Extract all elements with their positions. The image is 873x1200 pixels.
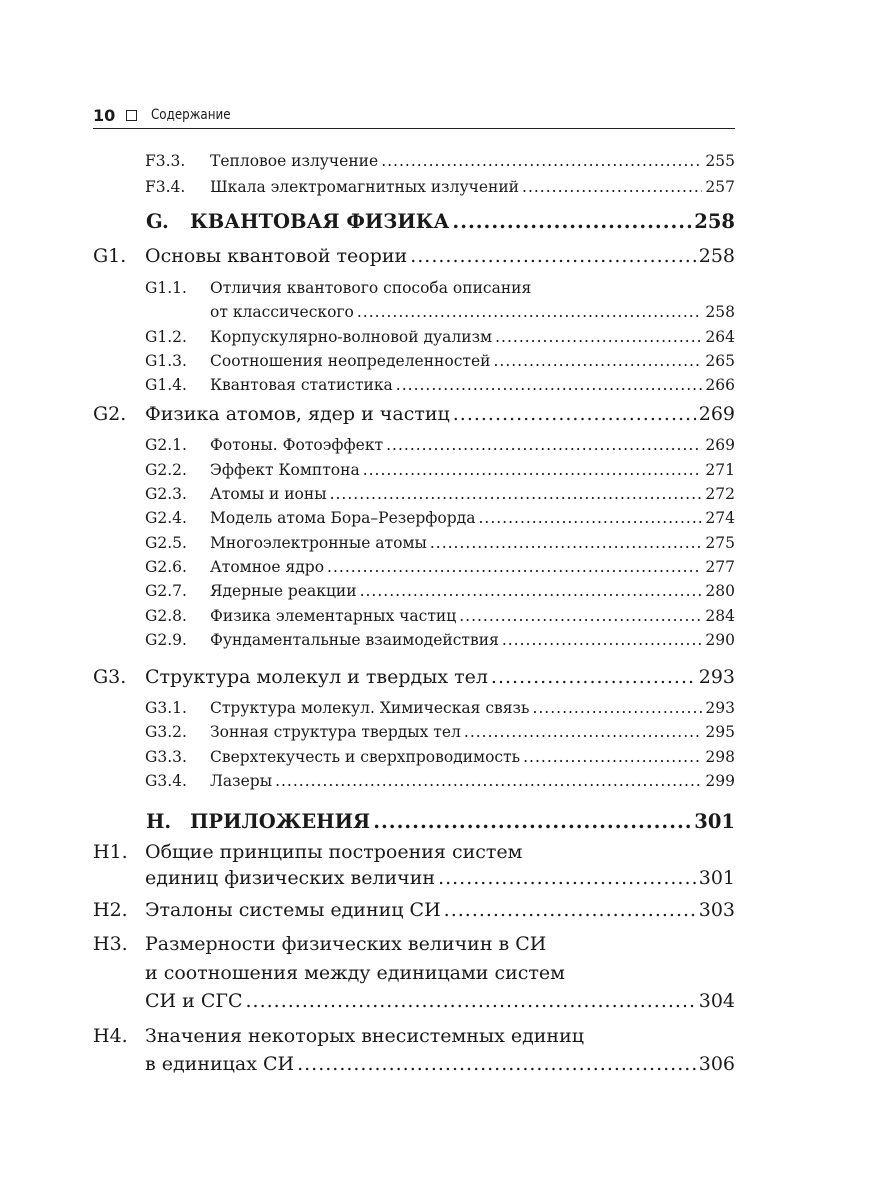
entry-number: G2.4. bbox=[145, 509, 187, 527]
dot-leader bbox=[246, 990, 696, 1012]
entry-page: 290 bbox=[705, 631, 735, 649]
dot-leader bbox=[357, 303, 703, 321]
entry-title: Эталоны системы единиц СИ bbox=[145, 899, 441, 921]
entry-title: Атомное ядро bbox=[210, 558, 325, 576]
entry-number: G3.3. bbox=[145, 748, 187, 766]
entry-page: 272 bbox=[705, 485, 735, 503]
dot-leader bbox=[386, 436, 702, 454]
entry-number: G3.2. bbox=[145, 723, 187, 741]
toc-entry-h2 bbox=[93, 899, 735, 921]
dot-leader bbox=[495, 328, 702, 346]
entry-title: от классического bbox=[210, 303, 354, 321]
entry-number: G1.1. bbox=[145, 279, 187, 297]
entry-page: 258 bbox=[698, 245, 735, 267]
entry-page: 284 bbox=[705, 607, 735, 625]
entry-title: Физика атомов, ядер и частиц bbox=[145, 403, 450, 425]
entry-page: 295 bbox=[705, 723, 735, 741]
toc-entry-g bbox=[146, 210, 735, 233]
entry-title: Ядерные реакции bbox=[210, 582, 357, 600]
entry-page: 280 bbox=[705, 582, 735, 600]
toc-entry-h3 bbox=[93, 933, 546, 955]
entry-number: G2.3. bbox=[145, 485, 187, 503]
entry-page: 274 bbox=[705, 509, 735, 527]
entry-title: Основы квантовой теории bbox=[145, 245, 408, 267]
toc-entry-g2-5 bbox=[145, 534, 735, 552]
toc-entry-g1-1 bbox=[145, 279, 531, 297]
toc-entry-g3-2 bbox=[145, 723, 735, 741]
entry-title: Сверхтекучесть и сверхпроводимость bbox=[210, 748, 521, 766]
entry-number: G1.2. bbox=[145, 328, 187, 346]
entry-title: ПРИЛОЖЕНИЯ bbox=[190, 810, 371, 833]
toc-entry-g1 bbox=[93, 245, 735, 267]
entry-title: Фундаментальные взаимодействия bbox=[210, 631, 499, 649]
dot-leader bbox=[330, 485, 703, 503]
entry-number: G3.1. bbox=[145, 699, 187, 717]
dot-leader bbox=[464, 723, 703, 741]
entry-page: 301 bbox=[698, 867, 735, 889]
entry-number: G1.3. bbox=[145, 352, 187, 370]
dot-leader bbox=[410, 245, 696, 267]
dot-leader bbox=[396, 376, 703, 394]
toc-entry-g2-6 bbox=[145, 558, 735, 576]
entry-title: Значения некоторых внесистемных единиц bbox=[145, 1025, 584, 1047]
entry-page: 301 bbox=[694, 810, 735, 833]
toc-entry-h bbox=[146, 810, 735, 833]
entry-number: H. bbox=[146, 810, 172, 833]
dot-leader bbox=[360, 582, 703, 600]
entry-page: 306 bbox=[698, 1053, 735, 1075]
entry-number: G2.2. bbox=[145, 461, 187, 479]
entry-page: 299 bbox=[705, 772, 735, 790]
entry-number: H3. bbox=[93, 933, 128, 955]
toc-entry-f3-4 bbox=[145, 178, 735, 196]
entry-title: Корпускулярно-волновой дуализм bbox=[210, 328, 493, 346]
entry-page: 266 bbox=[705, 376, 735, 394]
dot-leader bbox=[438, 867, 696, 889]
toc-entry-h3 bbox=[93, 990, 735, 1012]
entry-title: Размерности физических величин в СИ bbox=[145, 933, 547, 955]
entry-number: H1. bbox=[93, 841, 128, 863]
page-number: 10 bbox=[93, 106, 116, 125]
entry-title: Структура молекул. Химическая связь bbox=[210, 699, 530, 717]
square-bullet-icon bbox=[126, 110, 137, 121]
entry-title: Соотношения неопределенностей bbox=[210, 352, 491, 370]
entry-title: Шкала электромагнитных излучений bbox=[210, 178, 520, 196]
entry-page: 271 bbox=[705, 461, 735, 479]
entry-number: G2.1. bbox=[145, 436, 187, 454]
entry-title: в единицах СИ bbox=[145, 1053, 295, 1075]
toc-entry-h3 bbox=[93, 962, 565, 984]
entry-title: Атомы и ионы bbox=[210, 485, 327, 503]
entry-number: G3.4. bbox=[145, 772, 187, 790]
entry-number: G1. bbox=[93, 245, 127, 267]
entry-number: H4. bbox=[93, 1025, 128, 1047]
toc-entry-g1-4 bbox=[145, 376, 735, 394]
entry-title: Квантовая статистика bbox=[210, 376, 393, 394]
toc-entry-g3-4 bbox=[145, 772, 735, 790]
entry-title: и соотношения между единицами систем bbox=[145, 962, 565, 984]
entry-page: 258 bbox=[705, 303, 735, 321]
entry-number: G2.5. bbox=[145, 534, 187, 552]
entry-title: Эффект Комптона bbox=[210, 461, 360, 479]
entry-page: 264 bbox=[705, 328, 735, 346]
entry-number: G2.9. bbox=[145, 631, 187, 649]
toc-entry-g2-3 bbox=[145, 485, 735, 503]
entry-title: единиц физических величин bbox=[145, 867, 436, 889]
entry-number: G2.8. bbox=[145, 607, 187, 625]
toc-entry-g2-2 bbox=[145, 461, 735, 479]
dot-leader bbox=[430, 534, 703, 552]
toc-entry-g1-1 bbox=[145, 303, 735, 321]
entry-title: Модель атома Бора–Резерфорда bbox=[210, 509, 476, 527]
entry-number: G3. bbox=[93, 666, 127, 688]
entry-page: 257 bbox=[705, 178, 735, 196]
toc-entry-g3-3 bbox=[145, 748, 735, 766]
entry-title: СИ и СГС bbox=[145, 990, 243, 1012]
toc-entry-h4 bbox=[93, 1053, 735, 1075]
dot-leader bbox=[523, 748, 702, 766]
toc-entry-g2 bbox=[93, 403, 735, 425]
dot-leader bbox=[444, 899, 696, 921]
entry-page: 255 bbox=[705, 152, 735, 170]
dot-leader bbox=[381, 152, 702, 170]
toc-entry-f3-3 bbox=[145, 152, 735, 170]
entry-title: Фотоны. Фотоэффект bbox=[210, 436, 384, 454]
entry-page: 293 bbox=[705, 699, 735, 717]
entry-page: 275 bbox=[705, 534, 735, 552]
entry-title: Многоэлектронные атомы bbox=[210, 534, 427, 552]
entry-page: 265 bbox=[705, 352, 735, 370]
dot-leader bbox=[297, 1053, 696, 1075]
entry-page: 303 bbox=[698, 899, 735, 921]
entry-page: 298 bbox=[705, 748, 735, 766]
running-header bbox=[93, 106, 735, 129]
toc-entry-h1 bbox=[93, 867, 735, 889]
dot-leader bbox=[493, 352, 702, 370]
entry-title: Общие принципы построения систем bbox=[145, 841, 523, 863]
entry-title: Тепловое излучение bbox=[210, 152, 379, 170]
dot-leader bbox=[452, 210, 691, 233]
entry-title: Зонная структура твердых тел bbox=[210, 723, 461, 741]
toc-entry-g2-1 bbox=[145, 436, 735, 454]
toc-entry-g1-2 bbox=[145, 328, 735, 346]
toc-entry-g2-4 bbox=[145, 509, 735, 527]
entry-page: 258 bbox=[694, 210, 735, 233]
toc-entry-g2-7 bbox=[145, 582, 735, 600]
dot-leader bbox=[502, 631, 703, 649]
dot-leader bbox=[373, 810, 691, 833]
dot-leader bbox=[522, 178, 702, 196]
dot-leader bbox=[275, 772, 702, 790]
dot-leader bbox=[532, 699, 702, 717]
entry-page: 269 bbox=[705, 436, 735, 454]
entry-number: H2. bbox=[93, 899, 128, 921]
entry-page: 269 bbox=[698, 403, 735, 425]
entry-number: G2.6. bbox=[145, 558, 187, 576]
dot-leader bbox=[327, 558, 702, 576]
entry-number: F3.3. bbox=[145, 152, 186, 170]
entry-number: F3.4. bbox=[145, 178, 186, 196]
entry-title: Отличия квантового способа описания bbox=[210, 279, 532, 297]
entry-title: Физика элементарных частиц bbox=[210, 607, 457, 625]
toc-entry-g2-9 bbox=[145, 631, 735, 649]
toc-entry-g1-3 bbox=[145, 352, 735, 370]
entry-title: КВАНТОВАЯ ФИЗИКА bbox=[190, 210, 450, 233]
toc-entry-h1 bbox=[93, 841, 522, 863]
entry-title: Лазеры bbox=[210, 772, 273, 790]
dot-leader bbox=[363, 461, 703, 479]
entry-page: 277 bbox=[705, 558, 735, 576]
entry-number: G. bbox=[146, 210, 169, 233]
entry-page: 293 bbox=[698, 666, 735, 688]
dot-leader bbox=[491, 666, 696, 688]
entry-page: 304 bbox=[698, 990, 735, 1012]
dot-leader bbox=[453, 403, 696, 425]
toc-entry-g3-1 bbox=[145, 699, 735, 717]
toc-entry-g3 bbox=[93, 666, 735, 688]
header-title: Содержание bbox=[151, 107, 231, 123]
entry-number: G2.7. bbox=[145, 582, 187, 600]
toc-entry-h4 bbox=[93, 1025, 584, 1047]
dot-leader bbox=[478, 509, 702, 527]
toc-entry-g2-8 bbox=[145, 607, 735, 625]
dot-leader bbox=[459, 607, 702, 625]
entry-number: G1.4. bbox=[145, 376, 187, 394]
entry-title: Структура молекул и твердых тел bbox=[145, 666, 488, 688]
entry-number: G2. bbox=[93, 403, 127, 425]
